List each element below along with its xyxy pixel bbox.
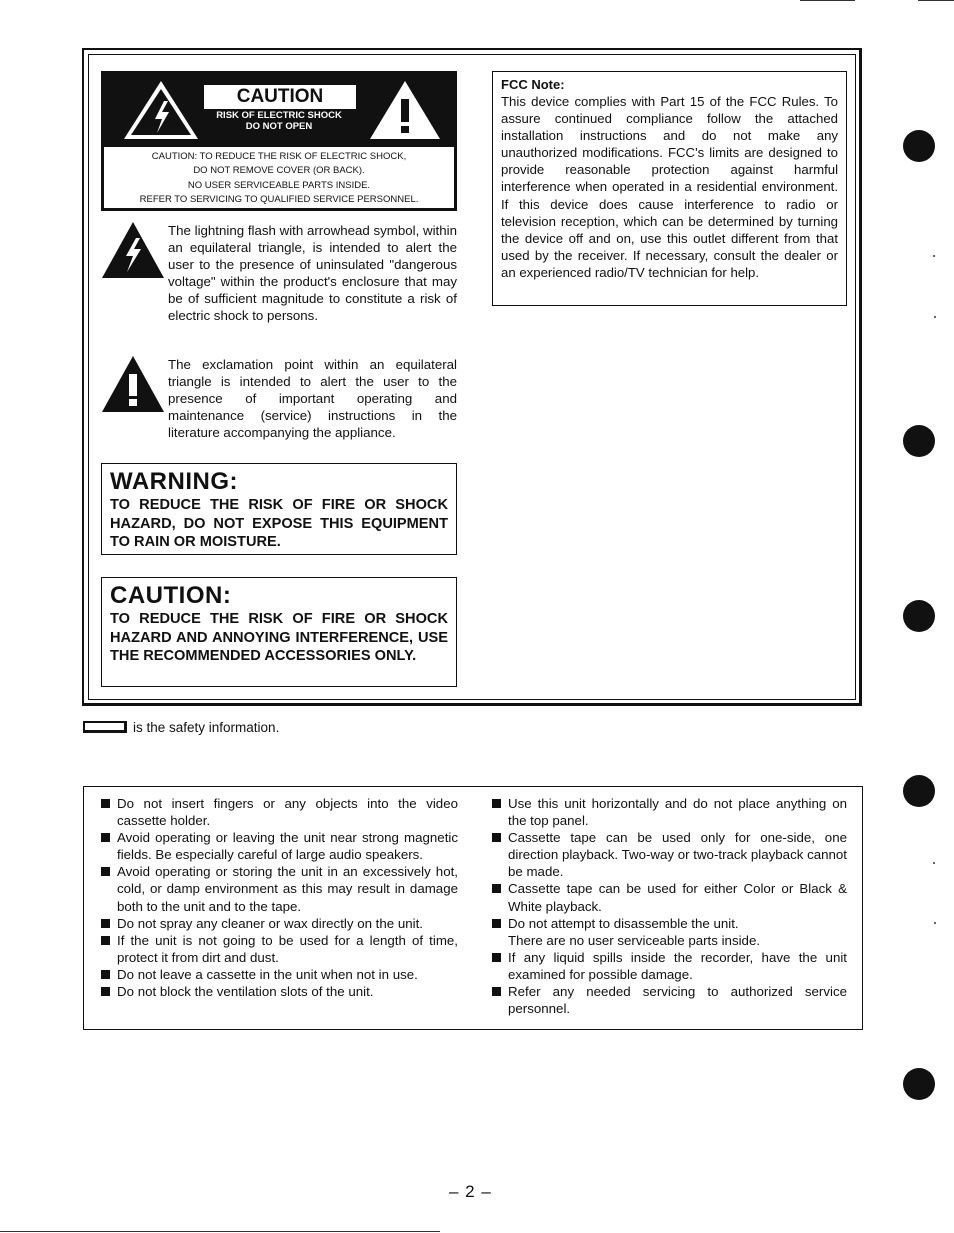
caution-label-subtitle [204, 110, 354, 132]
side-tab-mark [903, 130, 935, 162]
caution-label-subtitle-line: RISK OF ELECTRIC SHOCK [216, 110, 342, 121]
safety-legend-text: is the safety information. [133, 720, 280, 735]
bullet-square-icon [101, 970, 110, 979]
caution-label [101, 71, 457, 211]
bullet-square-icon [492, 799, 501, 808]
list-item-text: Avoid operating or leaving the unit near strong magnetic fields. Be especially careful of large audio speakers. [117, 830, 458, 863]
list-item [492, 983, 847, 1017]
list-item-text: Do not insert fingers or any objects into the video cassette holder. [117, 796, 458, 829]
list-item-text: If the unit is not going to be used for a length of time, protect it from dirt and dust. [117, 932, 458, 965]
list-item [492, 880, 847, 914]
bullet-square-icon [492, 987, 501, 996]
lightning-triangle-icon [124, 81, 198, 139]
top-rule-line [800, 0, 855, 1]
list-item [492, 829, 847, 880]
bullet-square-icon [101, 936, 110, 945]
list-item [101, 863, 458, 914]
caution-title: CAUTION: [110, 582, 232, 609]
list-item-text: There are no user serviceable parts inside. [508, 932, 761, 948]
list-item [492, 795, 847, 829]
caution-label-title: CAUTION [204, 85, 356, 109]
bullet-square-icon [492, 884, 501, 893]
list-item [101, 915, 458, 932]
list-item [101, 795, 458, 829]
bullet-square-icon [101, 867, 110, 876]
side-tab-mark [903, 775, 935, 807]
exclamation-triangle-icon [370, 81, 440, 139]
warning-box [101, 463, 457, 555]
top-rule-line [918, 0, 954, 1]
precautions-list-left [101, 795, 458, 1000]
precautions-box [83, 786, 863, 1030]
list-item-text: Avoid operating or storing the unit in an excessively hot, cold, or damp environment as this may result in damage both to the unit and to the tape. [117, 864, 458, 914]
list-item [101, 966, 458, 983]
caution-label-subtitle-line: DO NOT OPEN [245, 121, 313, 132]
caution-label-line: DO NOT REMOVE COVER (OR BACK). [193, 165, 365, 177]
bullet-square-icon [101, 799, 110, 808]
caution-label-line: CAUTION: TO REDUCE THE RISK OF ELECTRIC SHOCK, [151, 151, 407, 162]
list-item-text: Cassette tape can be used only for one-side, one direction playback. Two-way or two-track playback cannot be made. [508, 830, 847, 880]
list-item-text: If any liquid spills inside the recorder, have the unit examined for possible damage. [508, 949, 847, 982]
list-item [492, 915, 847, 932]
caution-label-line: REFER TO SERVICING TO QUALIFIED SERVICE PERSONNEL. [139, 193, 419, 205]
bullet-square-icon [492, 953, 501, 962]
list-item-continuation [492, 932, 847, 949]
caution-label-header [104, 74, 454, 147]
caution-label-text [104, 150, 454, 207]
side-tab-mark [903, 1068, 935, 1100]
list-item-text: Use this unit horizontally and do not place anything on the top panel. [508, 796, 847, 829]
bullet-square-icon [492, 833, 501, 842]
scan-speck [933, 862, 935, 864]
bullet-square-icon [101, 833, 110, 842]
page-number: – 2 – [449, 1182, 492, 1201]
list-item-text: Do not attempt to disassemble the unit. [508, 915, 739, 931]
warning-title: WARNING: [110, 468, 238, 495]
list-item-text: Do not spray any cleaner or wax directly on the unit. [117, 915, 423, 931]
exclamation-symbol-description: The exclamation point within an equilateral triangle is intended to alert the user to the presence of important operating and maintenance (service) instructions in the literature accompanying the appliance. [168, 357, 457, 441]
warning-text: TO REDUCE THE RISK OF FIRE OR SHOCK HAZARD, DO NOT EXPOSE THIS EQUIPMENT TO RAIN OR MOISTURE. [110, 497, 448, 550]
list-item-text: Refer any needed servicing to authorized service personnel. [508, 984, 847, 1017]
bullet-square-icon [101, 919, 110, 928]
list-item-text: Do not leave a cassette in the unit when not in use. [117, 966, 418, 982]
bullet-square-icon [101, 987, 110, 996]
caution-label-line: NO USER SERVICEABLE PARTS INSIDE. [187, 179, 371, 191]
precautions-list-right [492, 795, 847, 1017]
fcc-note-text: This device complies with Part 15 of the FCC Rules. To assure continued compliance follow the attached installation instructions and do not make any unauthorized modifications. FCC's limits are designed to provide reasonable protection against harmful interference when operated in a residential environment. If this device does cause interference to radio or television reception, which can be determined by turning the device off and on, use this outlet different from that used by the receiver. If necessary, consult the dealer or an experienced radio/TV technician for help. [501, 94, 838, 280]
list-item-text: Cassette tape can be used for either Color or Black & White playback. [508, 881, 847, 914]
scan-speck [934, 316, 936, 318]
bottom-rule-line [0, 1231, 440, 1232]
scan-speck [934, 922, 936, 924]
side-tab-mark [903, 425, 935, 457]
scan-speck [933, 255, 935, 257]
list-item [492, 949, 847, 983]
caution-box [101, 577, 457, 687]
fcc-note-box [492, 71, 847, 306]
safety-frame-legend-icon [83, 721, 127, 733]
list-item [101, 983, 458, 1000]
lightning-triangle-icon [102, 222, 164, 278]
list-item [101, 932, 458, 966]
exclamation-triangle-icon [102, 356, 164, 412]
side-tab-mark [903, 600, 935, 632]
list-item-text: Do not block the ventilation slots of the unit. [117, 984, 374, 1000]
fcc-note-title: FCC Note: [501, 77, 565, 92]
caution-text: TO REDUCE THE RISK OF FIRE OR SHOCK HAZARD AND ANNOYING INTERFERENCE, USE THE RECOMMENDED ACCESSORIES ONLY. [110, 611, 448, 664]
bullet-square-icon [492, 919, 501, 928]
lightning-symbol-description: The lightning flash with arrowhead symbol, within an equilateral triangle, is intended to alert the user to the presence of uninsulated "dangerous voltage" within the product's enclosure that may be of sufficient magnitude to constitute a risk of electric shock to persons. [168, 223, 457, 324]
list-item [101, 829, 458, 863]
